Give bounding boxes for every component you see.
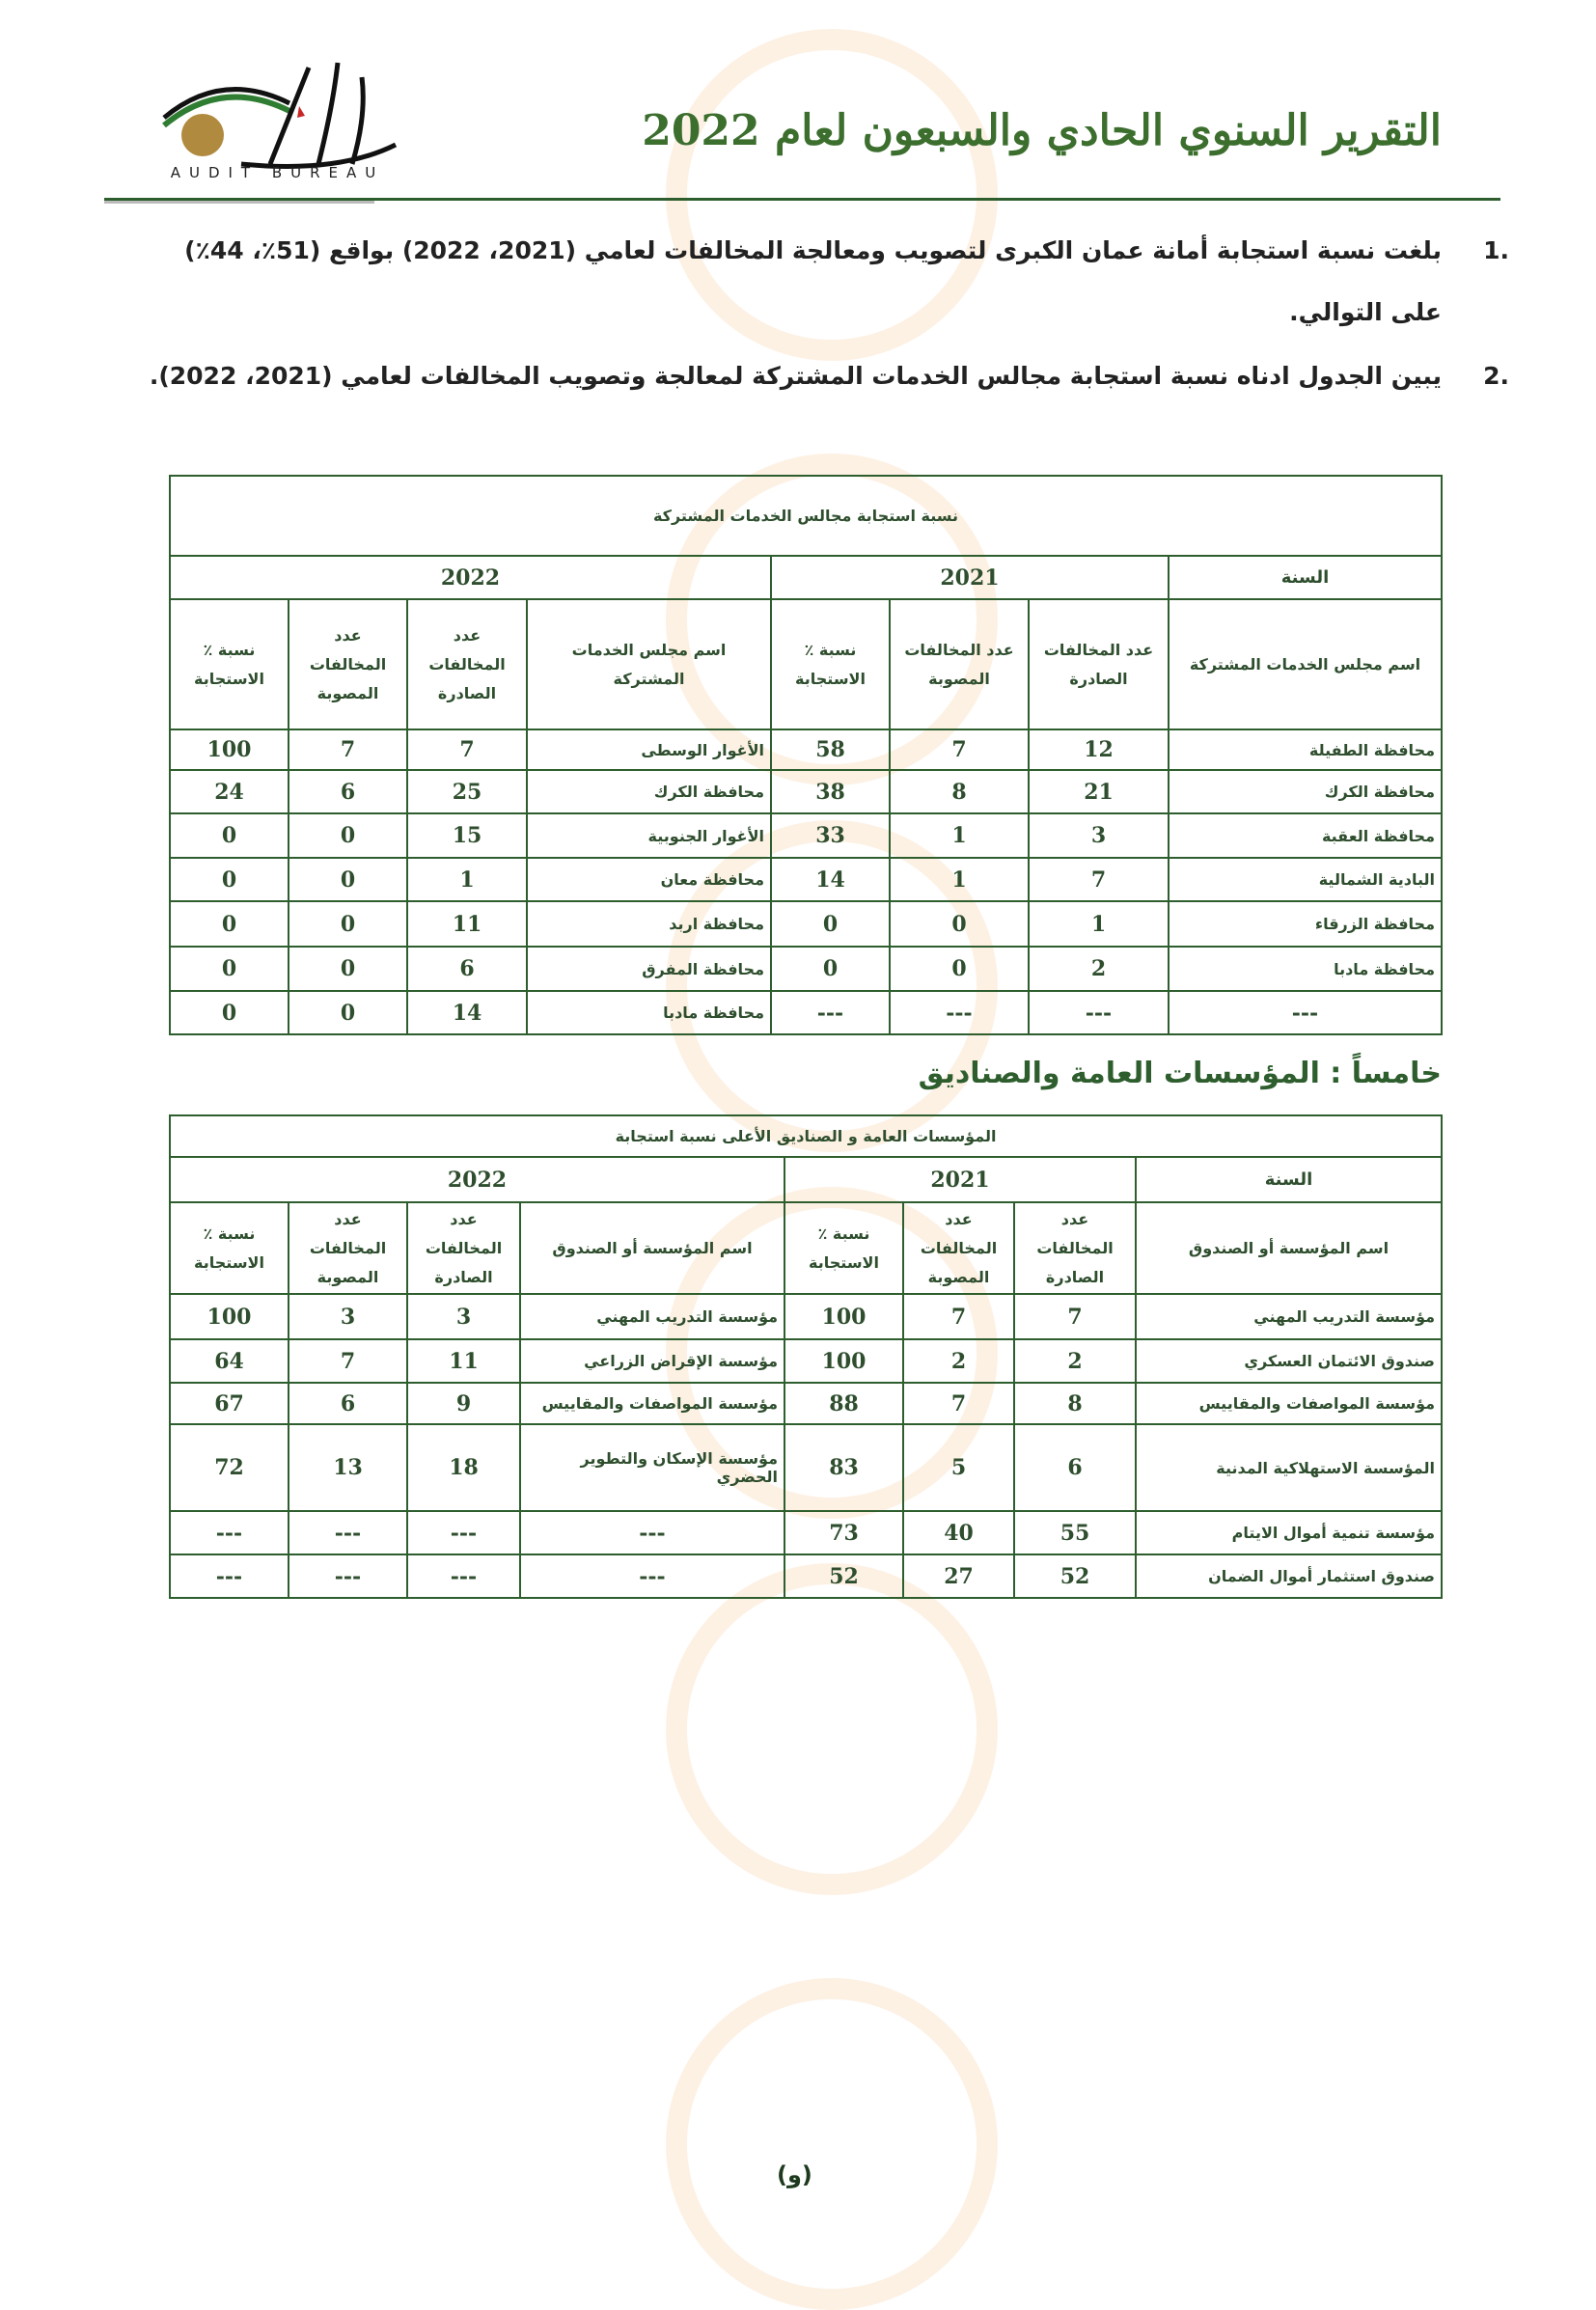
value-cell: 100 (170, 729, 289, 770)
value-cell: 3 (407, 1294, 520, 1339)
value-cell: 12 (1029, 729, 1169, 770)
year-2021: 2021 (784, 1157, 1136, 1202)
value-cell: 18 (407, 1424, 520, 1511)
value-cell: 9 (407, 1383, 520, 1424)
value-cell: 14 (407, 991, 527, 1034)
paragraph-text: بلغت نسبة استجابة أمانة عمان الكبرى لتصويب ومعالجة المخالفات لعامي (2021، 2022) بواقع (51٪، 44٪) على التوالي. (184, 236, 1442, 326)
entity-name-cell: صندوق الائتمان العسكري (1136, 1339, 1442, 1383)
column-header: عدد المخالفات المصوبة (890, 599, 1029, 729)
year-2021: 2021 (771, 556, 1169, 599)
value-cell: 6 (289, 770, 407, 813)
value-cell: --- (407, 1511, 520, 1554)
value-cell: 0 (890, 901, 1029, 947)
entity-name-cell: محافظة مادبا (527, 991, 771, 1034)
column-header: نسبة ٪ الاستجابة (170, 1202, 289, 1294)
value-cell: 7 (289, 1339, 407, 1383)
value-cell: 38 (771, 770, 890, 813)
table-row (170, 770, 1442, 813)
shared-services-councils-table (169, 475, 1443, 1035)
value-cell: 7 (289, 729, 407, 770)
entity-name-cell: مؤسسة تنمية أموال الايتام (1136, 1511, 1442, 1554)
column-headers (170, 1202, 1442, 1294)
value-cell: 27 (903, 1554, 1014, 1598)
value-cell: 83 (784, 1424, 903, 1511)
value-cell: 0 (771, 947, 890, 991)
entity-name-cell: محافظة اربد (527, 901, 771, 947)
table-title: المؤسسات العامة و الصناديق الأعلى نسبة استجابة (170, 1115, 1442, 1157)
value-cell: 7 (1014, 1294, 1136, 1339)
column-header: عدد المخالفات الصادرة (407, 599, 527, 729)
value-cell: --- (1169, 991, 1442, 1034)
entity-name-cell: صندوق استثمار أموال الضمان (1136, 1554, 1442, 1598)
section-heading: خامساً : المؤسسات العامة والصناديق (918, 1057, 1442, 1090)
value-cell: 33 (771, 813, 890, 858)
entity-name-cell: محافظة الطفيلة (1169, 729, 1442, 770)
value-cell: 3 (289, 1294, 407, 1339)
value-cell: 55 (1014, 1511, 1136, 1554)
entity-name-cell: محافظة الزرقاء (1169, 901, 1442, 947)
value-cell: --- (407, 1554, 520, 1598)
list-number: .2 (1483, 362, 1509, 390)
value-cell: 73 (784, 1511, 903, 1554)
value-cell: 0 (289, 858, 407, 901)
value-cell: 58 (771, 729, 890, 770)
year-2022: 2022 (170, 556, 771, 599)
column-header: اسم مجلس الخدمات المشتركة (527, 599, 771, 729)
entity-name-cell: مؤسسة الإسكان والتطوير الحضري (520, 1424, 784, 1511)
table-row (170, 1511, 1442, 1554)
value-cell: 100 (170, 1294, 289, 1339)
column-header: عدد المخالفات المصوبة (289, 599, 407, 729)
value-cell: 7 (903, 1383, 1014, 1424)
value-cell: 67 (170, 1383, 289, 1424)
column-header: عدد المخالفات الصادرة (1029, 599, 1169, 729)
paragraph-text: يبين الجدول ادناه نسبة استجابة مجالس الخدمات المشتركة لمعالجة وتصويب المخالفات لعامي (2021، 2022). (149, 362, 1442, 390)
entity-name-cell: محافظة معان (527, 858, 771, 901)
value-cell: 2 (1014, 1339, 1136, 1383)
entity-name-cell: مؤسسة الإقراض الزراعي (520, 1339, 784, 1383)
value-cell: 6 (289, 1383, 407, 1424)
value-cell: 7 (1029, 858, 1169, 901)
value-cell: 100 (784, 1294, 903, 1339)
table-row (170, 1554, 1442, 1598)
table-row (170, 1383, 1442, 1424)
entity-name-cell: محافظة المفرق (527, 947, 771, 991)
year-label: السنة (1169, 556, 1442, 599)
value-cell: 72 (170, 1424, 289, 1511)
value-cell: --- (289, 1511, 407, 1554)
value-cell: 64 (170, 1339, 289, 1383)
value-cell: 21 (1029, 770, 1169, 813)
entity-name-cell: البادية الشمالية (1169, 858, 1442, 901)
paragraph-2 (149, 345, 1509, 407)
value-cell: 3 (1029, 813, 1169, 858)
value-cell: 11 (407, 1339, 520, 1383)
value-cell: 0 (289, 991, 407, 1034)
value-cell: 6 (1014, 1424, 1136, 1511)
value-cell: 1 (890, 813, 1029, 858)
entity-name-cell: مؤسسة المواصفات والمقاييس (1136, 1383, 1442, 1424)
value-cell: 5 (903, 1424, 1014, 1511)
public-institutions-table (169, 1114, 1443, 1599)
value-cell: 7 (407, 729, 527, 770)
value-cell: --- (520, 1511, 784, 1554)
value-cell: 0 (289, 813, 407, 858)
table-row (170, 947, 1442, 991)
year-2022: 2022 (170, 1157, 784, 1202)
value-cell: 40 (903, 1511, 1014, 1554)
page-number: (و) (777, 2161, 812, 2188)
table-title: نسبة استجابة مجالس الخدمات المشتركة (170, 476, 1442, 556)
watermark (666, 1978, 998, 2310)
column-headers (170, 599, 1442, 729)
column-header: اسم المؤسسة أو الصندوق (1136, 1202, 1442, 1294)
value-cell: 1 (407, 858, 527, 901)
paragraph-1 (149, 220, 1509, 344)
table-row (170, 991, 1442, 1034)
value-cell: 7 (890, 729, 1029, 770)
column-header: عدد المخالفات الصادرة (407, 1202, 520, 1294)
value-cell: 0 (771, 901, 890, 947)
entity-name-cell: مؤسسة المواصفات والمقاييس (520, 1383, 784, 1424)
value-cell: 11 (407, 901, 527, 947)
header-divider-accent (104, 201, 374, 204)
column-header: نسبة ٪ الاستجابة (771, 599, 890, 729)
table-row (170, 901, 1442, 947)
entity-name-cell: مؤسسة التدريب المهني (1136, 1294, 1442, 1339)
table-row (170, 1294, 1442, 1339)
value-cell: 1 (890, 858, 1029, 901)
value-cell: --- (289, 1554, 407, 1598)
value-cell: 6 (407, 947, 527, 991)
entity-name-cell: محافظة الكرك (1169, 770, 1442, 813)
column-header: عدد المخالفات المصوبة (289, 1202, 407, 1294)
value-cell: 0 (890, 947, 1029, 991)
column-header: نسبة ٪ الاستجابة (170, 599, 289, 729)
entity-name-cell: محافظة مادبا (1169, 947, 1442, 991)
value-cell: 100 (784, 1339, 903, 1383)
column-header: عدد المخالفات المصوبة (903, 1202, 1014, 1294)
value-cell: 8 (890, 770, 1029, 813)
list-number: .1 (1483, 236, 1509, 264)
report-title: التقرير السنوي الحادي والسبعون لعام 2022 (642, 106, 1442, 155)
value-cell: --- (170, 1554, 289, 1598)
table-row (170, 729, 1442, 770)
table-row (170, 1339, 1442, 1383)
logo-text: AUDIT BUREAU (170, 164, 385, 181)
value-cell: 0 (289, 901, 407, 947)
value-cell: 1 (1029, 901, 1169, 947)
column-header: اسم المؤسسة أو الصندوق (520, 1202, 784, 1294)
table-row (170, 858, 1442, 901)
value-cell: --- (1029, 991, 1169, 1034)
entity-name-cell: الأغوار الوسطى (527, 729, 771, 770)
value-cell: 0 (289, 947, 407, 991)
entity-name-cell: محافظة العقبة (1169, 813, 1442, 858)
value-cell: 13 (289, 1424, 407, 1511)
value-cell: 0 (170, 813, 289, 858)
value-cell: --- (170, 1511, 289, 1554)
value-cell: 2 (1029, 947, 1169, 991)
value-cell: 14 (771, 858, 890, 901)
value-cell: 15 (407, 813, 527, 858)
value-cell: 0 (170, 901, 289, 947)
value-cell: 7 (903, 1294, 1014, 1339)
value-cell: 0 (170, 991, 289, 1034)
value-cell: 24 (170, 770, 289, 813)
entity-name-cell: مؤسسة التدريب المهني (520, 1294, 784, 1339)
table-row (170, 1424, 1442, 1511)
entity-name-cell: المؤسسة الاستهلاكية المدنية (1136, 1424, 1442, 1511)
value-cell: 25 (407, 770, 527, 813)
column-header: اسم مجلس الخدمات المشتركة (1169, 599, 1442, 729)
column-header: عدد المخالفات الصادرة (1014, 1202, 1136, 1294)
value-cell: 2 (903, 1339, 1014, 1383)
value-cell: --- (771, 991, 890, 1034)
entity-name-cell: محافظة الكرك (527, 770, 771, 813)
column-header: نسبة ٪ الاستجابة (784, 1202, 903, 1294)
entity-name-cell: الأغوار الجنوبية (527, 813, 771, 858)
table-row (170, 813, 1442, 858)
watermark (666, 1563, 998, 1895)
year-label: السنة (1136, 1157, 1442, 1202)
value-cell: 88 (784, 1383, 903, 1424)
value-cell: --- (520, 1554, 784, 1598)
value-cell: 52 (1014, 1554, 1136, 1598)
value-cell: 0 (170, 858, 289, 901)
value-cell: 0 (170, 947, 289, 991)
value-cell: 8 (1014, 1383, 1136, 1424)
value-cell: --- (890, 991, 1029, 1034)
value-cell: 52 (784, 1554, 903, 1598)
